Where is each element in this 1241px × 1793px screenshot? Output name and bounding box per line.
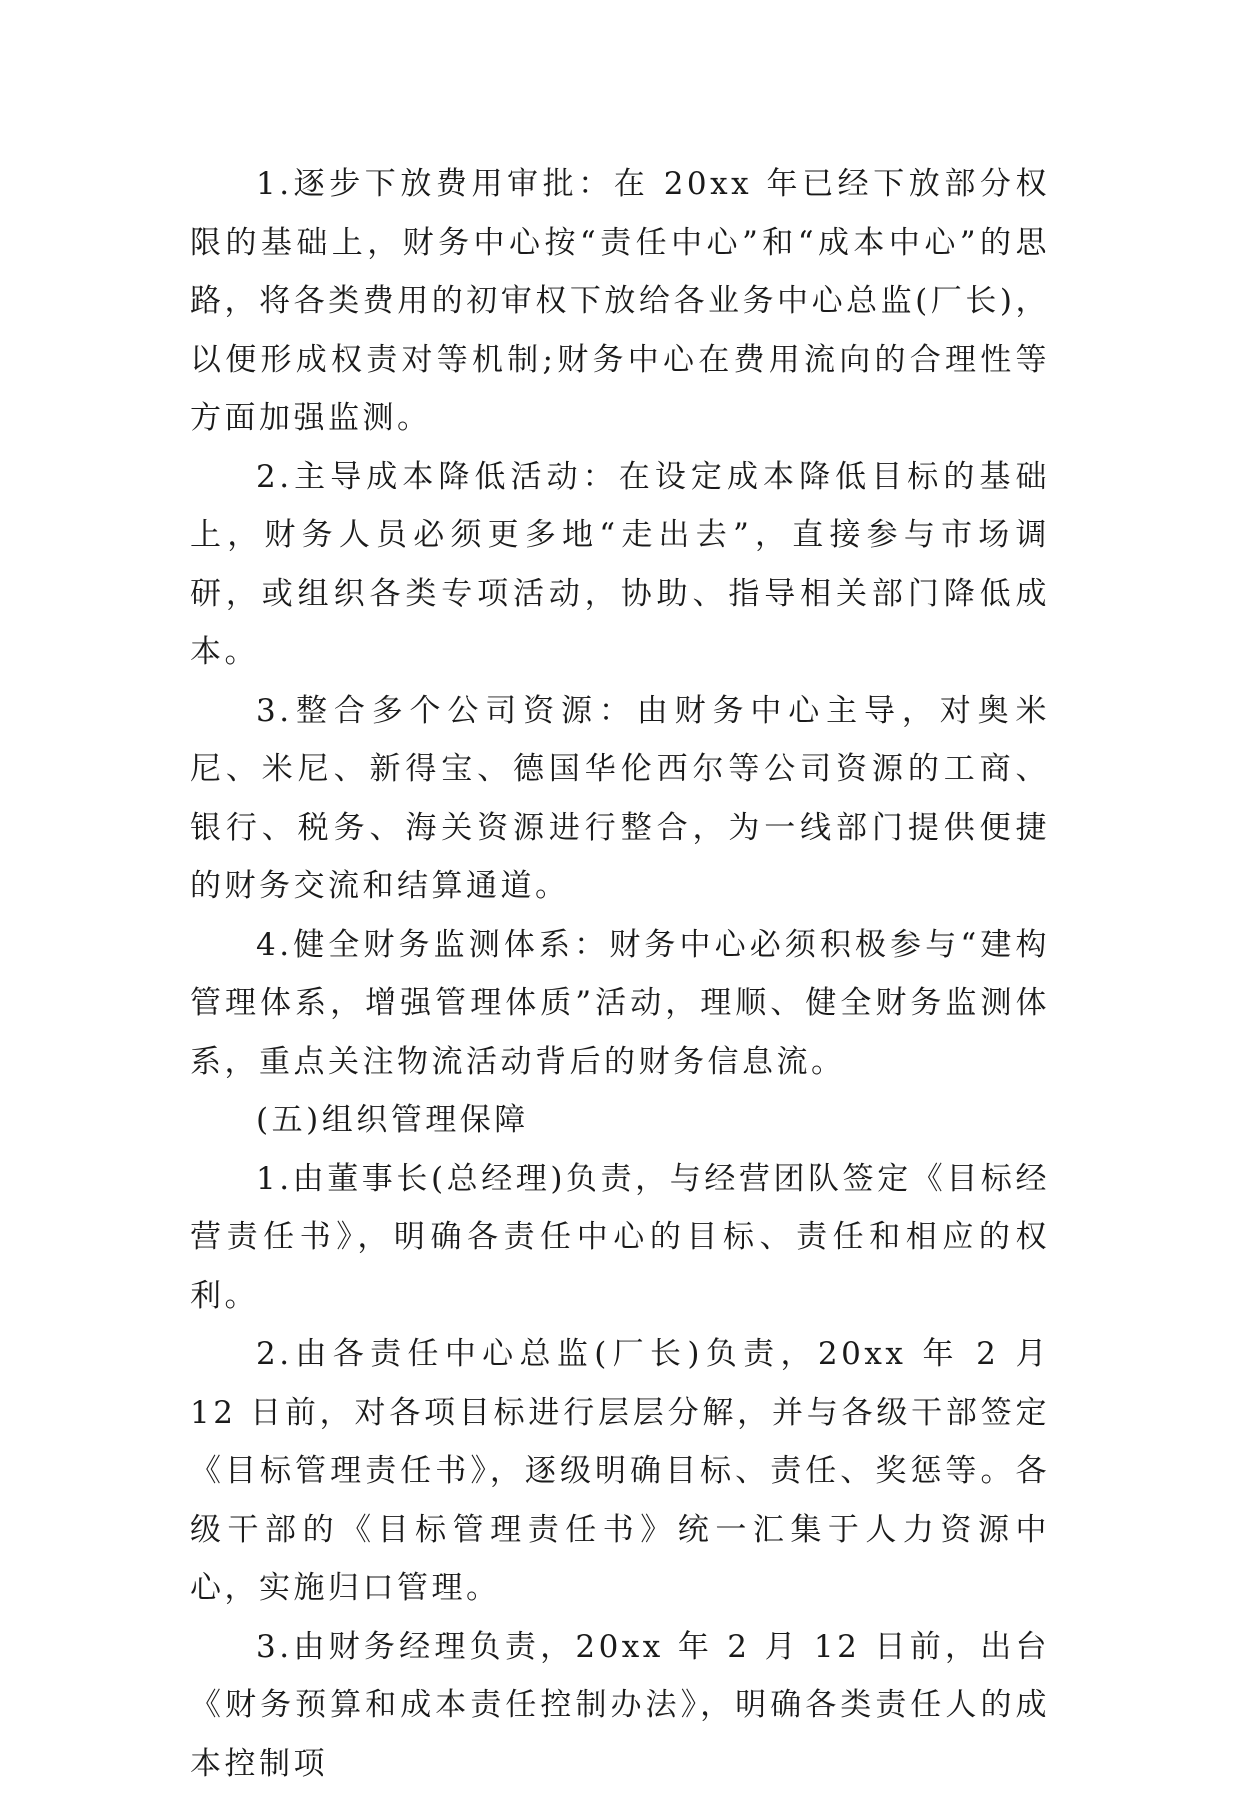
section-heading-organization: (五)组织管理保障 (190, 1091, 1050, 1150)
paragraph-decentralize-expense-approval: 1.逐步下放费用审批：在 20xx 年已经下放部分权限的基础上，财务中心按“责任中心”和“成本中心”的思路，将各类费用的初审权下放给各业务中心总监(厂长)，以便形成权责对等机制;财务中心在费用流向的合理性等方面加强监测。 (190, 155, 1050, 448)
paragraph-financial-monitoring: 4.健全财务监测体系：财务中心必须积极参与“建构管理体系，增强管理体质”活动，理顺、健全财务监测体系，重点关注物流活动背后的财务信息流。 (190, 916, 1050, 1092)
paragraph-center-director-responsibility: 2.由各责任中心总监(厂长)负责，20xx 年 2 月 12 日前，对各项目标进行层层分解，并与各级干部签定《目标管理责任书》，逐级明确目标、责任、奖惩等。各级干部的《目标管理责任书》统一汇集于人力资源中心，实施归口管理。 (190, 1325, 1050, 1618)
paragraph-finance-manager-responsibility: 3.由财务经理负责，20xx 年 2 月 12 日前，出台《财务预算和成本责任控制办法》，明确各类责任人的成本控制项 (190, 1618, 1050, 1793)
paragraph-chairman-responsibility: 1.由董事长(总经理)负责，与经营团队签定《目标经营责任书》，明确各责任中心的目标、责任和相应的权利。 (190, 1150, 1050, 1326)
paragraph-cost-reduction: 2.主导成本降低活动：在设定成本降低目标的基础上，财务人员必须更多地“走出去”，直接参与市场调研，或组织各类专项活动，协助、指导相关部门降低成本。 (190, 448, 1050, 682)
document-body (190, 155, 1050, 1793)
paragraph-integrate-company-resources: 3.整合多个公司资源：由财务中心主导，对奥米尼、米尼、新得宝、德国华伦西尔等公司资源的工商、银行、税务、海关资源进行整合，为一线部门提供便捷的财务交流和结算通道。 (190, 682, 1050, 916)
